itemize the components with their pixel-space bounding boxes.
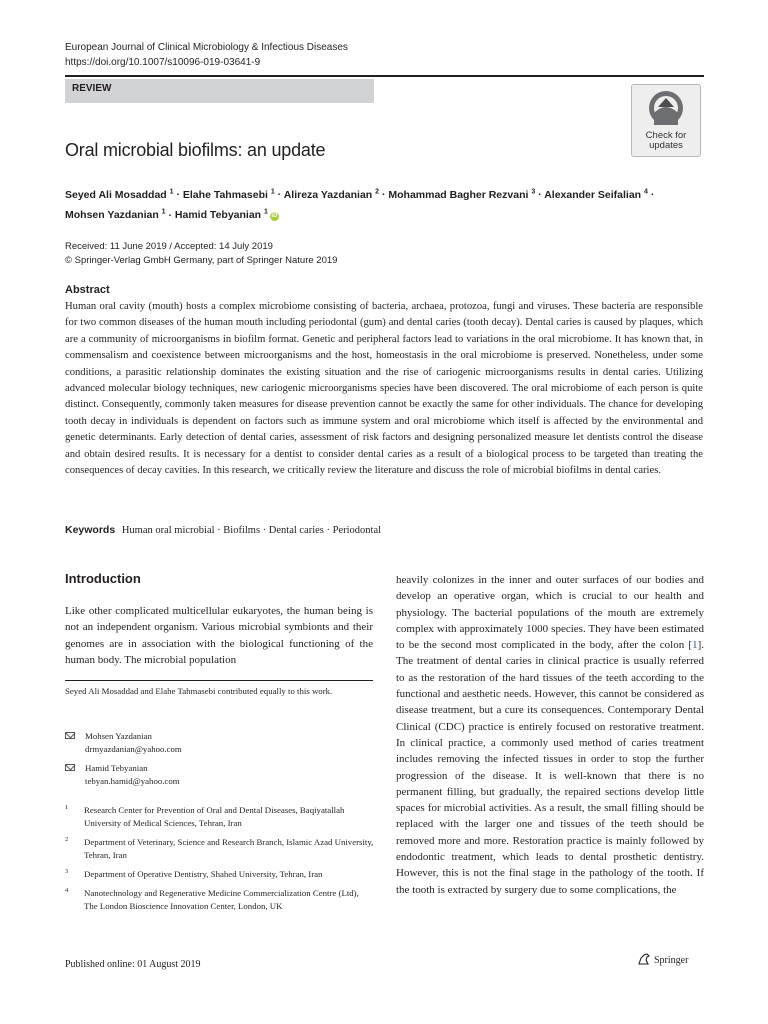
envelope-icon xyxy=(65,764,75,771)
article-type: REVIEW xyxy=(72,83,112,94)
publisher-name: Springer xyxy=(654,955,689,966)
contact-email[interactable]: drmyazdanian@yahoo.com xyxy=(85,743,182,754)
contact-name: Mohsen Yazdanian xyxy=(85,731,152,741)
article-dates xyxy=(65,240,337,268)
abstract-heading: Abstract xyxy=(65,284,110,296)
published-date: Published online: 01 August 2019 xyxy=(65,959,201,970)
author[interactable]: Elahe Tahmasebi $^1$ xyxy=(182,188,275,201)
footnote-rule xyxy=(65,680,373,681)
author[interactable]: Alexander Seifalian $^4$ xyxy=(544,188,648,201)
journal-header xyxy=(65,40,348,70)
contact-email[interactable]: tebyan.hamid@yahoo.com xyxy=(85,775,180,786)
author[interactable]: Mohsen Yazdanian $^1$ xyxy=(65,208,166,221)
envelope-icon xyxy=(65,732,75,739)
springer-horse-icon xyxy=(637,952,651,966)
header-rule xyxy=(65,75,704,77)
check-for-updates-icon xyxy=(632,85,700,131)
doi-link[interactable]: https://doi.org/10.1007/s10096-019-03641-9 xyxy=(65,57,261,68)
keywords xyxy=(65,524,381,536)
check-for-updates-badge[interactable] xyxy=(631,84,701,157)
publisher-logo[interactable] xyxy=(637,952,688,966)
introduction-col2: heavily colonizes in the inner and outer surfaces of our bodies and develop an operative organ, which is crucial to our health and physiology. The bacterial populations of the mouth are extremely complex with approximately 1000 species. They have been estimated to be the second most complicated in the body, after the colon [1]. The treatment of dental caries in clinical practice is usually referred to as the restoration of the hard tissues of the teeth according to the functional and aesthetic needs. However, this cannot be considered as disease treatment, but a cure its consequences. Contemporary Dental Clinical (CDC) practice is entirely focused on restorative treatment. In clinical practice, a commonly used method of caries treatment includes removing the infected tissues in order to stop the further progression of the disease. It is well-known that there is no permanent filling, but gradually, the repaired sections develop little spaces for microbial activities. As a result, the small filling should be replaced with the larger one and tissues of the teeth should be removed more and more. Restoration practice is mainly followed by endodontic treatment, which leads to dental prosthetic dentistry. However, this is not the final stage in the pathology of the tooth. If the tooth is extracted by surgery due to some complications, the xyxy=(396,574,704,896)
received-accepted: Received: 11 June 2019 / Accepted: 14 July 2019 xyxy=(65,241,273,252)
journal-name: European Journal of Clinical Microbiology & Infectious Diseases xyxy=(65,42,348,53)
orcid-icon[interactable]: iD xyxy=(271,213,278,219)
contact-name: Hamid Tebyanian xyxy=(85,763,148,773)
article-type-bar xyxy=(65,79,374,103)
introduction-col1: Like other complicated multicellular eukaryotes, the human being is not an independent organism. Various microbial symbionts and their genomes are in association with the biological functioning of the human body. The microbial population xyxy=(65,605,373,666)
copyright: © Springer-Verlag GmbH Germany, part of Springer Nature 2019 xyxy=(65,255,338,266)
author[interactable]: Hamid Tebyanian $^1$ xyxy=(174,208,268,221)
author[interactable]: Alireza Yazdanian $^2$ xyxy=(283,188,380,201)
keywords-label: Keywords xyxy=(65,524,116,536)
author[interactable]: Mohammad Bagher Rezvani $^3$ xyxy=(388,188,536,201)
citation-link[interactable]: 1 xyxy=(692,639,698,652)
contribution-note: Seyed Ali Mosaddad and Elahe Tahmasebi contributed equally to this work. xyxy=(65,686,333,696)
check-for-updates-line1: Check for xyxy=(645,130,687,141)
check-for-updates-line2: updates xyxy=(649,140,683,151)
introduction-heading: Introduction xyxy=(65,571,141,586)
keywords-list: Human oral microbial · Biofilms · Dental caries · Periodontal xyxy=(121,525,382,536)
author-list: Seyed Ali Mosaddad $^1$ · Elahe Tahmasebi $^1$ · Alireza Yazdanian $^2$ · Mohammad Bagher Rezvani $^3$ · Alexander Seifalian $^4$ · Mohsen Yazdanian $^1$ · Hamid Tebyanian $^1$iD xyxy=(65,188,655,221)
article-title: Oral microbial biofilms: an update xyxy=(65,140,326,160)
abstract-text: Human oral cavity (mouth) hosts a complex microbiome consisting of bacteria, archaea, protozoa, fungi and viruses. These bacteria are responsible for two common diseases of the human mouth including periodontal (gum) and dental caries (tooth decay). Dental caries is caused by plaques, which are a community of microorganisms in biofilm format. Genetic and peripheral factors lead to variations in the oral microbiome. It has known that, in commensalism and coexistence between microorganisms and the host, homeostasis in the oral microbiome is preserved. Nonetheless, under some conditions, a parasitic relationship dominates the existing situation and the rise of cariogenic microorganisms results in dental caries. Utilizing advanced molecular biology techniques, new cariogenic microorganisms species have been discovered. The oral microbiome of each person is quite distinct. Consequently, commonly taken measures for disease prevention cannot be exactly the same for other individuals. The chance for developing tooth decay in individuals is dependent on factors such as immune system and oral microbiome which itself is affected by the environmental and genetic determinants. Early detection of dental caries, assessment of risk factors and designing personalized measure let dentists control the disease and obtain desired results. It is necessary for a dentist to consider dental caries as a result of a biological process to be targeted than treating the consequences of decay cavities. In this research, we critically review the literature and discuss the role of microbial biofilms in dental caries. xyxy=(65,301,703,477)
author[interactable]: Seyed Ali Mosaddad $^1$ xyxy=(65,188,174,201)
